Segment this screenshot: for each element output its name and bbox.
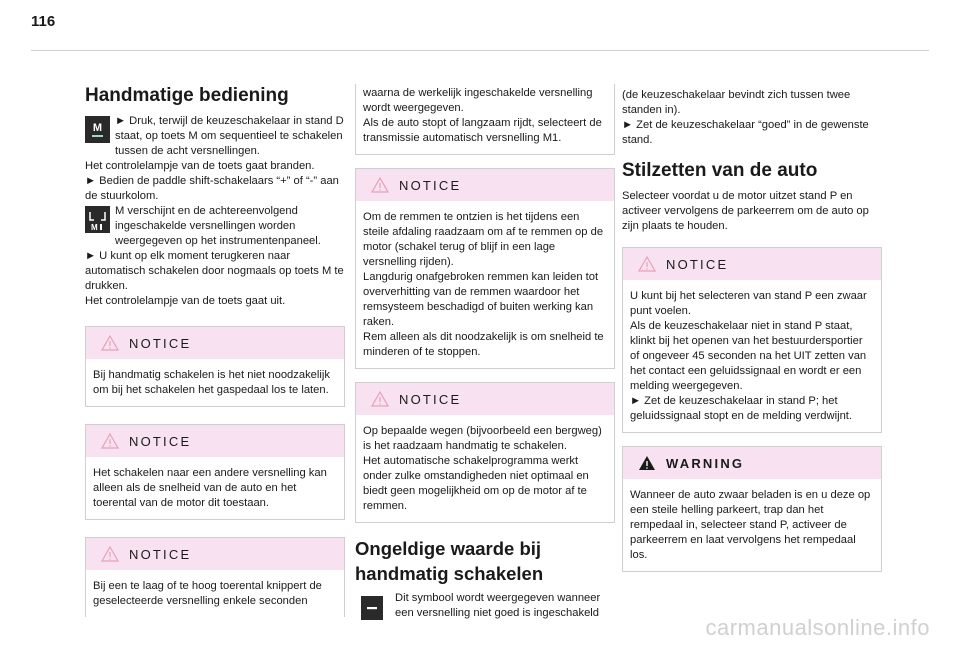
continuation-text-1: waarna de werkelijk ingeschakelde versnelling wordt weergegeven. — [363, 87, 593, 114]
notice-continuation-box — [355, 84, 615, 155]
notice-title: NOTICE — [666, 256, 729, 272]
warning-triangle-icon — [101, 433, 119, 449]
manual-instruction-1 — [85, 114, 345, 159]
notice-title: NOTICE — [129, 546, 192, 562]
notice-title: NOTICE — [399, 177, 462, 193]
warning-box — [622, 446, 882, 572]
manual-para-3: ► Bedien de paddle shift-schakelaars “+” of “-” aan de stuurkolom. — [85, 175, 339, 202]
warning-text: Wanneer de auto zwaar beladen is en u deze op een steile helling parkeert, trap dan het rempedaal in, selecteer stand P, activeer de parkeerrem en laat vervolgens het rempedaal los. — [630, 489, 871, 561]
stop-para-1: Selecteer voordat u de motor uitzet stand P en activeer vervolgens de parkeerrem om de auto op zijn plaats te houden. — [622, 190, 869, 232]
warning-triangle-icon — [101, 546, 119, 562]
notice-text: Rem alleen als dit noodzakelijk is om snelheid te minderen of te stoppen. — [363, 331, 604, 358]
intro-text-1: (de keuzeschakelaar bevindt zich tussen twee standen in). — [622, 89, 851, 116]
manual-instruction-2 — [85, 204, 345, 249]
gear-icon-letter: M — [91, 223, 98, 232]
notice-box-2 — [85, 424, 345, 520]
notice-text: Om de remmen te ontzien is het tijdens een steile afdaling raadzaam om af te remmen op de motor (schakel terug of blijf in een lage versnelling rijden). — [363, 211, 604, 268]
notice-text: Het automatische schakelprogramma werkt onder zulke omstandigheden niet optimaal en biedt geen mogelijkheid om op de motor af te remmen. — [363, 455, 589, 512]
invalid-gear-info — [355, 591, 615, 621]
notice-text: Het schakelen naar een andere versnelling kan alleen als de snelheid van de auto en het toerental van de motor dit toestaan. — [93, 467, 327, 509]
manual-para-4: M verschijnt en de achtereenvolgend ingeschakelde versnellingen worden weergegeven op het instrumentenpaneel. — [115, 205, 321, 247]
invalid-gear-icon — [361, 596, 383, 620]
top-divider — [31, 50, 929, 51]
notice-text: U kunt bij het selecteren van stand P een zwaar punt voelen. — [630, 290, 867, 317]
notice-box-1 — [85, 326, 345, 407]
warning-triangle-icon — [371, 391, 389, 407]
intro-text-2: ► Zet de keuzeschakelaar “goed” in de gewenste stand. — [622, 119, 869, 146]
notice-title: NOTICE — [399, 391, 462, 407]
notice-box-3 — [85, 537, 345, 617]
notice-text: Als de keuzeschakelaar niet in stand P staat, klinkt bij het openen van het bestuurdersportier of ongeveer 45 seconden na het UIT zetten van het contact een geluidssignaal en wordt er een melding weergegeven. — [630, 320, 867, 392]
m-icon-letter: M — [92, 122, 103, 134]
manual-para-2: Het controlelampje van de toets gaat branden. — [85, 160, 315, 172]
section-title-manual: Handmatige bediening — [85, 85, 289, 106]
watermark: carmanualsonline.info — [705, 615, 930, 640]
warning-triangle-icon — [371, 177, 389, 193]
column-left — [85, 84, 345, 617]
manual-para-1: ► Druk, terwijl de keuzeschakelaar in stand D staat, op toets M om sequentieel te schakelen tussen de acht versnellingen. — [115, 115, 344, 157]
page-number: 116 — [31, 13, 56, 30]
notice-text: Bij handmatig schakelen is het niet noodzakelijk om bij het schakelen het gaspedaal los te laten. — [93, 369, 330, 396]
column-middle — [355, 84, 615, 621]
m-button-icon — [85, 116, 110, 143]
section-title-invalid: Ongeldige waarde bij handmatig schakelen — [355, 538, 544, 584]
notice-title: NOTICE — [129, 433, 192, 449]
gear-display-icon — [85, 206, 110, 233]
continuation-text-2: Als de auto stopt of langzaam rijdt, selecteert de transmissie automatisch versnelling M1. — [363, 117, 602, 144]
danger-triangle-icon — [638, 455, 656, 471]
manual-para-6: Het controlelampje van de toets gaat uit. — [85, 295, 286, 307]
section-title-stop: Stilzetten van de auto — [622, 160, 818, 181]
warning-triangle-icon — [101, 335, 119, 351]
notice-box-4 — [355, 168, 615, 369]
column-right — [622, 88, 882, 572]
manual-para-5: ► U kunt op elk moment terugkeren naar automatisch schakelen door nogmaals op toets M te drukken. — [85, 250, 344, 292]
notice-text: Op bepaalde wegen (bijvoorbeeld een bergweg) is het raadzaam handmatig te schakelen. — [363, 425, 602, 452]
notice-box-6 — [622, 247, 882, 433]
notice-text: Langdurig onafgebroken remmen kan leiden tot oververhitting van de remmen waardoor het remsysteem beschadigd of buiten werking kan raken. — [363, 271, 599, 328]
warning-triangle-icon — [638, 256, 656, 272]
warning-title: WARNING — [666, 455, 745, 471]
notice-box-5 — [355, 382, 615, 523]
invalid-gear-text: Dit symbool wordt weergegeven wanneer een versnelling niet goed is ingeschakeld — [395, 592, 601, 619]
notice-text: Bij een te laag of te hoog toerental knippert de geselecteerde versnelling enkele seconden — [93, 580, 322, 607]
notice-text: ► Zet de keuzeschakelaar in stand P; het geluidssignaal stopt en de melding verdwijnt. — [630, 395, 853, 422]
notice-title: NOTICE — [129, 335, 192, 351]
